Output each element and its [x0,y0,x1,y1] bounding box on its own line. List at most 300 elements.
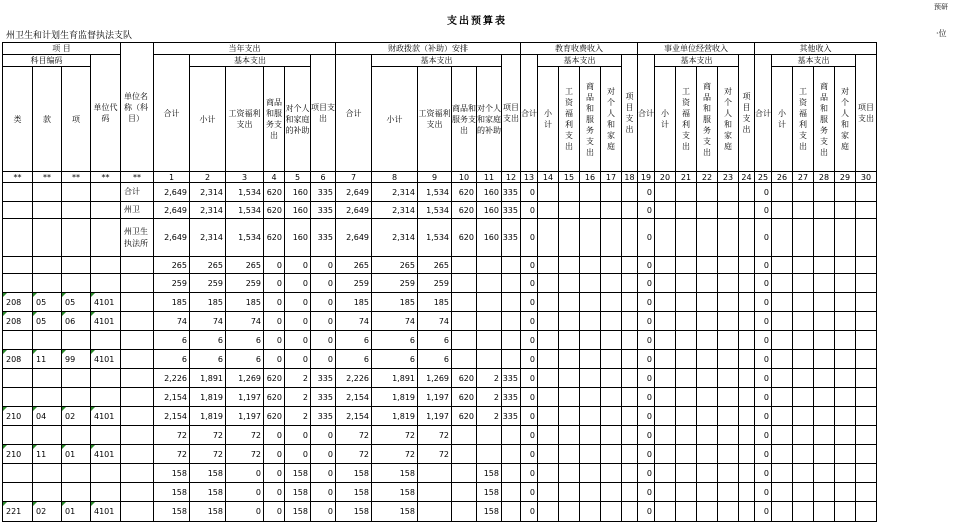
cell-value [538,350,559,369]
cell-value [418,464,452,483]
cell-value [601,312,622,331]
cell-value [452,257,477,274]
cell-unit-name [121,502,154,522]
cell-value [452,293,477,312]
cell-value [559,293,580,312]
cell-value: 0 [755,426,772,445]
cell-value: 335 [311,183,336,202]
cell-value [502,331,521,350]
cell-value: 2,314 [372,183,418,202]
cell-value [655,257,676,274]
cell-code [91,483,121,502]
cell-value [697,407,718,426]
column-number: 12 [502,172,521,183]
cell-comment-marker-icon [3,407,7,411]
cell-value: 0 [311,483,336,502]
cell-value [559,257,580,274]
cell-value [697,483,718,502]
cell-value: 0 [755,257,772,274]
cell-value [835,219,856,257]
cell-text: 05 [36,316,47,326]
cell-value [676,331,697,350]
cell-value [814,407,835,426]
cell-kuan [33,483,62,502]
cell-value: 620 [264,388,285,407]
cell-code [91,202,121,219]
cell-code [91,257,121,274]
cell-value: 0 [285,257,311,274]
cell-value [452,483,477,502]
cell-value: 1,534 [226,202,264,219]
cell-kuan [33,502,62,522]
cell-value: 0 [264,464,285,483]
stars-cell: ** [91,172,121,183]
cell-value: 0 [755,274,772,293]
cell-value [772,350,793,369]
cell-value: 0 [638,312,655,331]
cell-value [559,274,580,293]
cell-xiang [62,483,91,502]
cell-value: 0 [226,464,264,483]
table-row [3,426,877,445]
cell-comment-marker-icon [91,293,95,297]
cell-text: 221 [6,507,22,516]
cell-value: 6 [154,350,190,369]
cell-value: 158 [372,502,418,522]
cell-value [580,350,601,369]
cell-text: 01 [65,507,76,516]
cell-value [655,350,676,369]
cell-value [718,369,739,388]
cell-value [835,445,856,464]
column-number: 8 [372,172,418,183]
subtotal-header-5: 小计 [772,67,793,172]
cell-value: 259 [226,274,264,293]
cell-value [601,426,622,445]
cell-value: 0 [264,293,285,312]
cell-value: 2,226 [336,369,372,388]
cell-unit-name [121,293,154,312]
subtotal-header-4: 小计 [655,67,676,172]
cell-value [793,219,814,257]
cell-value [697,312,718,331]
cell-code [91,274,121,293]
cell-value [676,369,697,388]
cell-unit-name [121,464,154,483]
cell-value [580,388,601,407]
cell-kuan [33,464,62,483]
cell-value: 185 [372,293,418,312]
table-row [3,274,877,293]
cell-value [601,407,622,426]
cell-value: 0 [638,369,655,388]
cell-value [601,502,622,522]
wages-header-5: 工资福利支出 [793,67,814,172]
cell-comment-marker-icon [3,445,7,449]
cell-value: 1,269 [418,369,452,388]
cell-value [580,445,601,464]
cell-value [502,274,521,293]
cell-value [718,331,739,350]
cell-kuan [33,293,62,312]
cell-value: 0 [521,257,538,274]
cell-value [814,183,835,202]
cell-value: 1,819 [190,388,226,407]
cell-value [793,445,814,464]
cell-value: 158 [285,502,311,522]
cell-kuan [33,369,62,388]
cell-code [91,445,121,464]
cell-value: 2 [285,369,311,388]
cell-comment-marker-icon [3,293,7,297]
cell-value: 1,534 [226,219,264,257]
cell-text: 208 [6,297,22,307]
cell-value [718,483,739,502]
cell-value [856,369,877,388]
cell-value [793,257,814,274]
cell-value [559,219,580,257]
cell-lei [3,331,33,350]
basic-header-3: 基本支出 [538,55,622,67]
cell-value: 0 [264,350,285,369]
cell-value: 158 [477,464,502,483]
cell-value: 335 [502,219,521,257]
cell-value [814,202,835,219]
cell-value [452,274,477,293]
cell-value [793,407,814,426]
table-row [3,464,877,483]
cell-unit-name [121,274,154,293]
cell-value: 158 [285,464,311,483]
lei-header: 类 [3,67,33,172]
cell-value: 1,534 [418,202,452,219]
cell-value: 259 [336,274,372,293]
item-header: 项 目 [3,43,121,55]
cell-value: 185 [418,293,452,312]
cell-value [622,369,638,388]
cell-value [793,331,814,350]
cell-value [697,369,718,388]
cell-value [739,502,755,522]
cell-value: 6 [190,331,226,350]
cell-value [580,183,601,202]
cell-value [835,293,856,312]
cell-value: 0 [755,388,772,407]
cell-xiang [62,350,91,369]
cell-value [772,369,793,388]
cell-kuan [33,183,62,202]
cell-value [739,483,755,502]
cell-value [538,502,559,522]
cell-value: 72 [190,445,226,464]
cell-value [697,445,718,464]
cell-value: 0 [311,293,336,312]
cell-value: 158 [336,464,372,483]
cell-value [538,274,559,293]
cell-value [814,257,835,274]
cell-value: 6 [372,331,418,350]
cell-comment-marker-icon [62,445,66,449]
cell-value [856,331,877,350]
wages-header-3: 工资福利支出 [559,67,580,172]
cell-value: 158 [154,483,190,502]
cell-value: 620 [264,183,285,202]
cell-text: 05 [65,297,76,307]
cell-value: 160 [285,202,311,219]
cell-value [793,426,814,445]
cell-value [580,426,601,445]
cell-value: 1,819 [372,407,418,426]
cell-comment-marker-icon [91,445,95,449]
cell-unit-name: 州卫生执法所 [121,219,154,257]
cell-value [477,350,502,369]
cell-lei [3,502,33,522]
cell-value [697,293,718,312]
cell-value: 6 [336,350,372,369]
cell-value: 620 [452,369,477,388]
cell-value: 335 [502,202,521,219]
cell-value [793,483,814,502]
cell-value [559,331,580,350]
cell-value [559,369,580,388]
column-number: 13 [521,172,538,183]
unit-label: ·位 [936,29,947,38]
cell-value [772,274,793,293]
cell-value [622,183,638,202]
cell-xiang [62,312,91,331]
cell-value: 0 [755,464,772,483]
cell-value: 1,891 [190,369,226,388]
cell-value [835,426,856,445]
cell-comment-marker-icon [62,293,66,297]
cell-value [835,388,856,407]
cell-value [538,293,559,312]
org-name: 州卫生和计划生育监督执法支队 [6,31,133,41]
cell-value [835,407,856,426]
cell-comment-marker-icon [33,445,37,449]
cell-code [91,331,121,350]
cell-value [814,312,835,331]
basic-header-4: 基本支出 [655,55,739,67]
cell-value: 0 [311,257,336,274]
cell-value [856,257,877,274]
cell-value [477,445,502,464]
cell-value [538,464,559,483]
cell-value [814,293,835,312]
cell-lei [3,202,33,219]
cell-value: 0 [264,483,285,502]
cell-value: 0 [285,274,311,293]
total-header-3: 合计 [521,55,538,172]
cell-unit-name [121,312,154,331]
family-header-5: 对个人和家庭 [835,67,856,172]
cell-value [814,350,835,369]
cell-value [559,502,580,522]
cell-value [793,274,814,293]
cell-kuan [33,445,62,464]
wages-header-4: 工资福利支出 [676,67,697,172]
cell-value [559,464,580,483]
cell-value: 0 [311,312,336,331]
cell-value: 2 [477,369,502,388]
cell-value: 2,314 [190,219,226,257]
cell-value: 2,154 [336,388,372,407]
cell-value: 6 [418,331,452,350]
cell-value: 1,269 [226,369,264,388]
cell-value: 0 [638,183,655,202]
cell-value: 265 [190,257,226,274]
cell-value [655,219,676,257]
cell-value [739,219,755,257]
cell-value [835,483,856,502]
cell-value: 6 [154,331,190,350]
cell-value [718,407,739,426]
cell-value [622,274,638,293]
cell-unit-name: 合计 [121,183,154,202]
cell-value [793,388,814,407]
cell-value [418,502,452,522]
cell-value: 0 [521,331,538,350]
goods-header-3: 商品和服务支出 [580,67,601,172]
cell-value: 72 [190,426,226,445]
cell-text: 210 [6,411,22,421]
cell-value: 2,154 [336,407,372,426]
column-number: 23 [718,172,739,183]
family-header-3: 对个人和家庭 [601,67,622,172]
cell-value: 0 [638,483,655,502]
cell-value: 335 [502,369,521,388]
cell-value [718,388,739,407]
cell-unit-name [121,407,154,426]
cell-value [601,369,622,388]
group-header-1: 当年支出 [154,43,336,55]
cell-value [835,369,856,388]
cell-value [502,293,521,312]
cell-value [655,202,676,219]
cell-value [655,369,676,388]
column-number: 18 [622,172,638,183]
cell-value [601,293,622,312]
cell-code [91,426,121,445]
cell-value: 0 [755,312,772,331]
cell-value [622,445,638,464]
cell-value [580,483,601,502]
cell-kuan [33,388,62,407]
cell-value [502,312,521,331]
cell-value [772,502,793,522]
cell-value: 0 [311,331,336,350]
cell-value: 1,197 [418,407,452,426]
cell-value [655,445,676,464]
cell-value: 158 [372,483,418,502]
cell-value [718,426,739,445]
cell-value: 265 [154,257,190,274]
cell-value [452,464,477,483]
cell-value [835,257,856,274]
column-number-row [3,172,877,183]
cell-value [739,445,755,464]
cell-value: 158 [336,483,372,502]
cell-value [580,202,601,219]
cell-text: 208 [6,354,22,364]
cell-value [676,502,697,522]
cell-value: 0 [521,483,538,502]
cell-value [856,426,877,445]
stars-cell: ** [62,172,91,183]
cell-value [601,464,622,483]
cell-value [718,312,739,331]
cell-value: 0 [638,445,655,464]
cell-lei [3,312,33,331]
cell-value [676,426,697,445]
cell-value [452,331,477,350]
table-row [3,502,877,522]
cell-value: 160 [285,219,311,257]
cell-code [91,369,121,388]
cell-value: 1,534 [418,183,452,202]
cell-value: 0 [638,274,655,293]
column-number: 3 [226,172,264,183]
table-row [3,202,877,219]
table-row [3,445,877,464]
cell-value [772,483,793,502]
cell-value: 0 [755,293,772,312]
cell-value: 335 [502,407,521,426]
cell-value: 0 [638,388,655,407]
cell-value: 0 [264,445,285,464]
cell-value [676,350,697,369]
cell-lei [3,369,33,388]
project-header-5: 项目支出 [856,55,877,172]
cell-lei [3,464,33,483]
cell-value: 0 [755,331,772,350]
cell-value: 0 [755,350,772,369]
cell-value [739,257,755,274]
column-number: 9 [418,172,452,183]
cell-value [676,312,697,331]
cell-value: 1,819 [372,388,418,407]
cell-value: 0 [285,445,311,464]
column-number: 6 [311,172,336,183]
cell-value: 0 [285,293,311,312]
column-number: 15 [559,172,580,183]
cell-xiang [62,502,91,522]
column-number: 7 [336,172,372,183]
cell-value [718,464,739,483]
table-row [3,388,877,407]
cell-unit-name [121,445,154,464]
cell-value: 6 [226,350,264,369]
cell-value: 0 [521,202,538,219]
cell-kuan [33,202,62,219]
cell-value [477,274,502,293]
cell-value [772,312,793,331]
cell-comment-marker-icon [33,350,37,354]
cell-value [538,202,559,219]
cell-value [418,483,452,502]
cell-value [856,445,877,464]
cell-value [856,350,877,369]
cell-value [856,407,877,426]
cell-text: 02 [65,411,76,421]
cell-xiang [62,331,91,350]
cell-value [697,388,718,407]
cell-comment-marker-icon [62,407,66,411]
cell-comment-marker-icon [33,312,37,316]
cell-value: 2,154 [154,407,190,426]
cell-value: 158 [154,464,190,483]
column-number: 28 [814,172,835,183]
